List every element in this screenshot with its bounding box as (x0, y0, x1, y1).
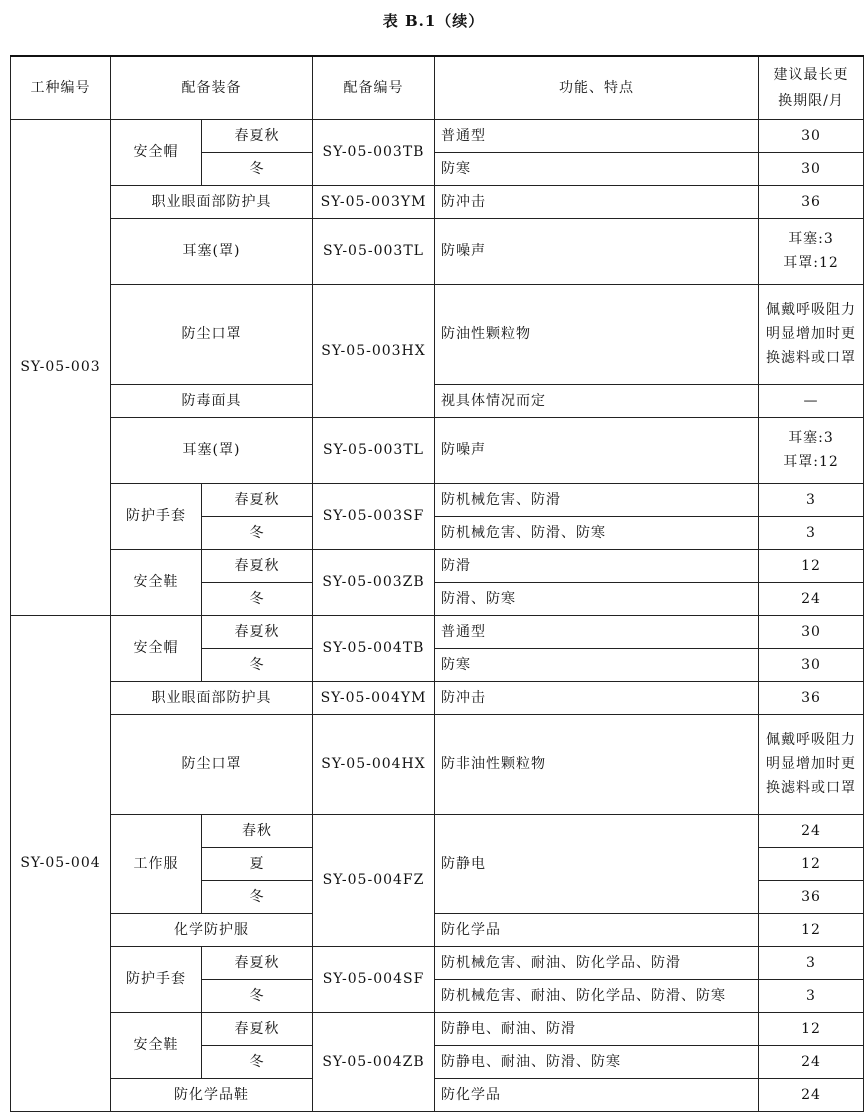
season-cell: 夏 (202, 847, 313, 880)
period-line: 佩戴呼吸阻力 (766, 302, 856, 318)
equipment-cell: 安全鞋 (111, 1012, 202, 1078)
period-cell: 24 (759, 582, 864, 615)
header-period (759, 56, 864, 119)
function-cell: 防机械危害、防滑 (435, 483, 759, 516)
season-cell: 冬 (202, 152, 313, 185)
equipment-cell: 防毒面具 (111, 384, 313, 417)
season-cell: 冬 (202, 648, 313, 681)
equipment-cell: 安全帽 (111, 119, 202, 185)
equip-code-cell: SY-05-003HX (313, 284, 435, 417)
period-cell (759, 417, 864, 483)
equipment-cell: 工作服 (111, 814, 202, 913)
period-cell: 36 (759, 880, 864, 913)
function-cell: 防噪声 (435, 218, 759, 284)
function-cell: 防滑、防寒 (435, 582, 759, 615)
period-cell: — (759, 384, 864, 417)
period-cell: 12 (759, 1012, 864, 1045)
period-cell: 36 (759, 681, 864, 714)
equip-code-cell: SY-05-003TL (313, 417, 435, 483)
season-cell: 春夏秋 (202, 1012, 313, 1045)
type-code-cell: SY-05-004 (11, 615, 111, 1111)
equipment-cell: 安全帽 (111, 615, 202, 681)
function-cell: 防机械危害、防滑、防寒 (435, 516, 759, 549)
equip-code-cell: SY-05-004YM (313, 681, 435, 714)
table-row (11, 913, 864, 946)
equipment-cell: 防护手套 (111, 946, 202, 1012)
period-cell: 24 (759, 814, 864, 847)
function-cell: 防机械危害、耐油、防化学品、防滑、防寒 (435, 979, 759, 1012)
equipment-cell: 职业眼面部防护具 (111, 185, 313, 218)
season-cell: 冬 (202, 979, 313, 1012)
table-row (11, 681, 864, 714)
period-cell: 12 (759, 549, 864, 582)
period-cell: 12 (759, 913, 864, 946)
equip-code-cell: SY-05-003TB (313, 119, 435, 185)
table-row (11, 185, 864, 218)
equip-code-cell: SY-05-003SF (313, 483, 435, 549)
period-cell: 12 (759, 847, 864, 880)
equipment-cell: 防尘口罩 (111, 284, 313, 384)
equipment-cell: 耳塞(罩) (111, 218, 313, 284)
header-row (11, 56, 864, 119)
period-cell (759, 284, 864, 384)
table-row (11, 119, 864, 152)
function-cell: 防滑 (435, 549, 759, 582)
header-equip-code: 配备编号 (313, 56, 435, 119)
equip-code-cell: SY-05-004HX (313, 714, 435, 814)
header-function: 功能、特点 (435, 56, 759, 119)
season-cell: 春夏秋 (202, 483, 313, 516)
function-cell: 防冲击 (435, 185, 759, 218)
table-row (11, 284, 864, 384)
season-cell: 冬 (202, 880, 313, 913)
function-cell: 普通型 (435, 615, 759, 648)
season-cell: 春夏秋 (202, 946, 313, 979)
function-cell: 防静电、耐油、防滑 (435, 1012, 759, 1045)
function-cell: 视具体情况而定 (435, 384, 759, 417)
equip-code-cell: SY-05-004FZ (313, 814, 435, 946)
function-cell: 防静电、耐油、防滑、防寒 (435, 1045, 759, 1078)
equipment-cell: 防护手套 (111, 483, 202, 549)
function-cell: 防噪声 (435, 417, 759, 483)
season-cell: 春夏秋 (202, 615, 313, 648)
period-cell: 3 (759, 483, 864, 516)
function-cell: 防油性颗粒物 (435, 284, 759, 384)
period-line: 耳罩:12 (783, 454, 839, 470)
season-cell: 春夏秋 (202, 549, 313, 582)
function-cell: 防化学品 (435, 1078, 759, 1111)
ppe-table (10, 55, 864, 1112)
equipment-cell: 防化学品鞋 (111, 1078, 313, 1111)
equipment-cell: 化学防护服 (111, 913, 313, 946)
period-line: 明显增加时更 (766, 756, 856, 772)
table-row (11, 1078, 864, 1111)
equipment-cell: 防尘口罩 (111, 714, 313, 814)
table-title: 表 B.1（续） (382, 12, 485, 30)
table-row (11, 946, 864, 979)
period-cell: 3 (759, 946, 864, 979)
table-row (11, 417, 864, 483)
season-cell: 春夏秋 (202, 119, 313, 152)
season-cell: 春秋 (202, 814, 313, 847)
header-type-code: 工种编号 (11, 56, 111, 119)
equip-code-cell: SY-05-004SF (313, 946, 435, 1012)
table-row (11, 814, 864, 847)
table-row (11, 483, 864, 516)
equipment-cell: 耳塞(罩) (111, 417, 313, 483)
function-cell: 防化学品 (435, 913, 759, 946)
function-cell: 防冲击 (435, 681, 759, 714)
season-cell: 冬 (202, 1045, 313, 1078)
table-row (11, 615, 864, 648)
period-line: 耳塞:3 (788, 430, 834, 446)
period-cell: 30 (759, 152, 864, 185)
function-cell: 防机械危害、耐油、防化学品、防滑 (435, 946, 759, 979)
table-row (11, 1012, 864, 1045)
period-cell: 30 (759, 615, 864, 648)
period-cell: 30 (759, 119, 864, 152)
period-line: 佩戴呼吸阻力 (766, 732, 856, 748)
table-row (11, 549, 864, 582)
season-cell: 冬 (202, 516, 313, 549)
equip-code-cell: SY-05-003YM (313, 185, 435, 218)
period-line: 换滤料或口罩 (766, 350, 856, 366)
table-row (11, 218, 864, 284)
type-code-cell: SY-05-003 (11, 119, 111, 615)
period-line: 耳塞:3 (788, 231, 834, 247)
table-row (11, 384, 864, 417)
header-period-line1: 建议最长更 (773, 66, 849, 83)
period-cell: 3 (759, 979, 864, 1012)
equip-code-cell: SY-05-004TB (313, 615, 435, 681)
season-cell: 冬 (202, 582, 313, 615)
equip-code-cell: SY-05-003TL (313, 218, 435, 284)
period-cell (759, 218, 864, 284)
period-cell: 36 (759, 185, 864, 218)
period-cell: 24 (759, 1045, 864, 1078)
equipment-cell: 职业眼面部防护具 (111, 681, 313, 714)
function-cell: 普通型 (435, 119, 759, 152)
period-cell: 30 (759, 648, 864, 681)
period-line: 耳罩:12 (783, 255, 839, 271)
table-row (11, 714, 864, 814)
period-line: 明显增加时更 (766, 326, 856, 342)
period-cell: 3 (759, 516, 864, 549)
header-equipment: 配备装备 (111, 56, 313, 119)
equipment-cell: 安全鞋 (111, 549, 202, 615)
period-line: 换滤料或口罩 (766, 780, 856, 796)
function-cell: 防静电 (435, 814, 759, 913)
function-cell: 防非油性颗粒物 (435, 714, 759, 814)
header-period-line2: 换期限/月 (778, 92, 844, 109)
period-cell (759, 714, 864, 814)
equip-code-cell: SY-05-004ZB (313, 1012, 435, 1111)
period-cell: 24 (759, 1078, 864, 1111)
function-cell: 防寒 (435, 648, 759, 681)
function-cell: 防寒 (435, 152, 759, 185)
equip-code-cell: SY-05-003ZB (313, 549, 435, 615)
